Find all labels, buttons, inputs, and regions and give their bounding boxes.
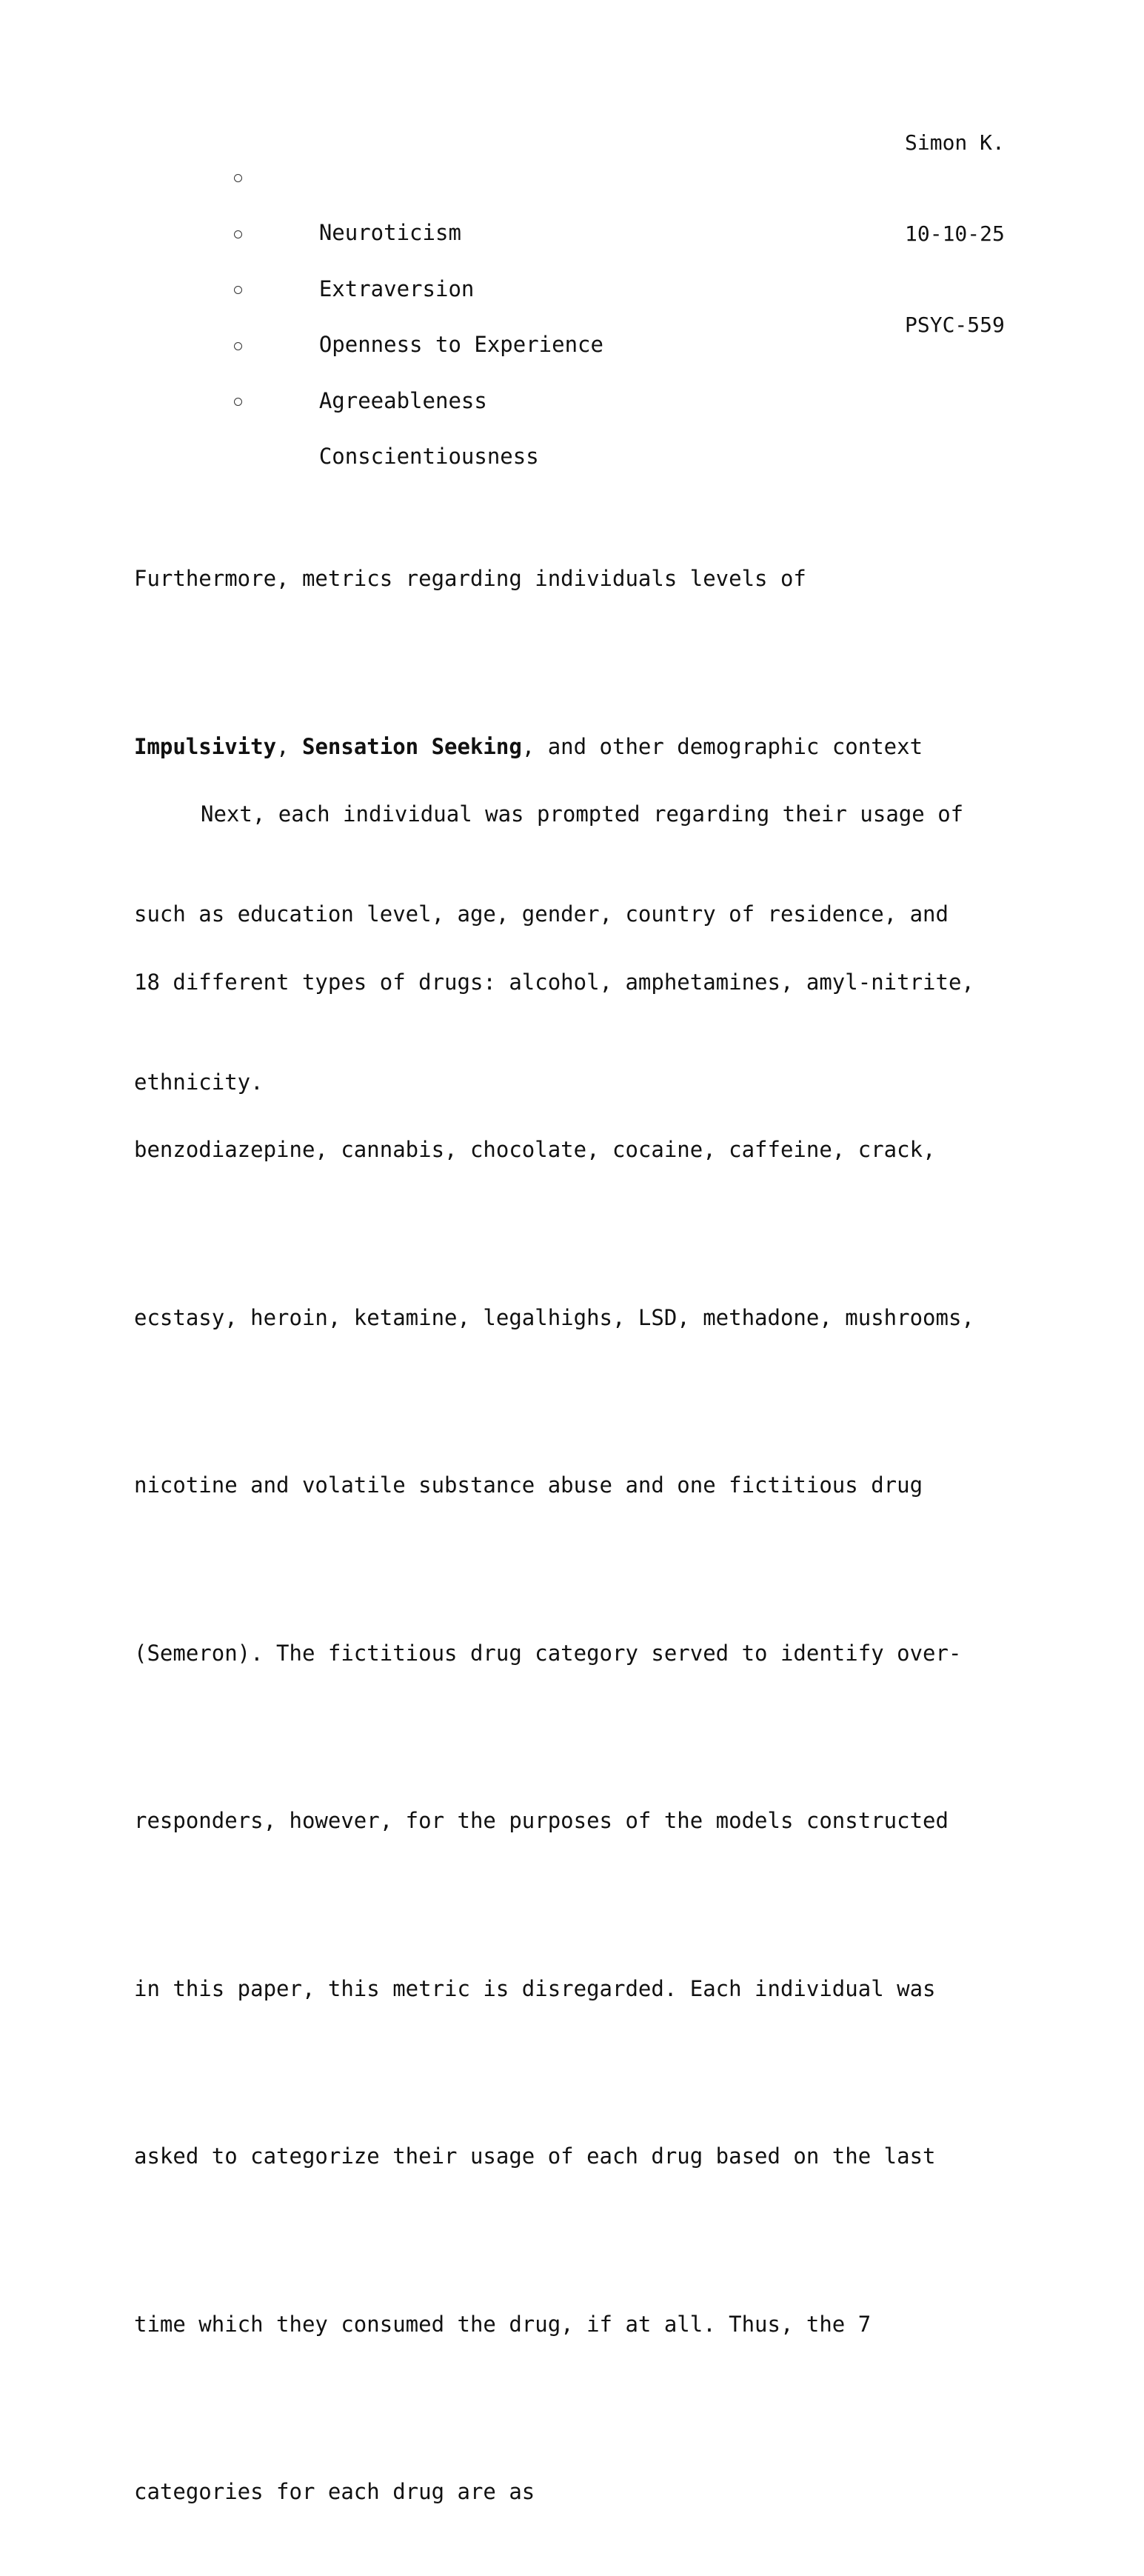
paragraph-line: Furthermore, metrics regarding individuals levels of [134, 566, 806, 591]
trait-label: Neuroticism [318, 220, 461, 245]
list-item [234, 215, 603, 301]
sensation-seeking-term: Sensation Seeking [301, 733, 522, 759]
paragraph-line: Next, each individual was prompted regarding their usage of [201, 801, 964, 827]
paragraph-line: time which they consumed the drug, if at all. Thus, the 7 [134, 2311, 872, 2337]
hollow-circle-bullet-icon [234, 286, 242, 294]
paragraph-line: responders, however, for the purposes of the models constructed [134, 1808, 949, 1833]
trait-label: Openness to Experience [318, 332, 603, 357]
author-name: Simon K. [905, 130, 1005, 155]
separator-text: , [276, 733, 302, 759]
list-item [234, 327, 603, 413]
trait-label: Extraversion [318, 276, 475, 301]
hollow-circle-bullet-icon [234, 342, 242, 350]
list-item [234, 382, 603, 469]
paragraph-line: in this paper, this metric is disregarded. Each individual was [134, 1975, 936, 2001]
paragraph-line: (Semeron). The fictitious drug category served to identify over- [134, 1640, 962, 1666]
paragraph-line: 18 different types of drugs: alcohol, amphetamines, amyl-nitrite, [134, 969, 974, 995]
personality-trait-list [234, 159, 603, 469]
paragraph-line: ethnicity. [134, 1069, 264, 1095]
paragraph-line: categories for each drug are as [134, 2479, 535, 2504]
impulsivity-term: Impulsivity [134, 733, 277, 759]
paragraph-text: , and other demographic context [521, 733, 923, 759]
document-header [905, 67, 1005, 370]
paragraph-line: asked to categorize their usage of each drug based on the last [134, 2143, 936, 2169]
paragraph-line: nicotine and volatile substance abuse and one fictitious drug [134, 1472, 923, 1498]
hollow-circle-bullet-icon [234, 398, 242, 406]
paragraph-line: ecstasy, heroin, ketamine, legalhighs, LSD, methadone, mushrooms, [134, 1304, 974, 1330]
hollow-circle-bullet-icon [234, 174, 242, 182]
paragraph-line: benzodiazepine, cannabis, chocolate, cocaine, caffeine, crack, [134, 1137, 936, 1162]
list-item [234, 159, 603, 245]
paragraph-drug-usage [134, 675, 1008, 2576]
list-item [234, 270, 603, 357]
trait-label: Conscientiousness [318, 444, 539, 469]
hollow-circle-bullet-icon [234, 230, 242, 238]
paragraph-line: such as education level, age, gender, country of residence, and [134, 901, 949, 927]
trait-label: Agreeableness [318, 387, 487, 413]
document-date: 10-10-25 [905, 221, 1005, 246]
course-code: PSYC-559 [905, 313, 1005, 337]
